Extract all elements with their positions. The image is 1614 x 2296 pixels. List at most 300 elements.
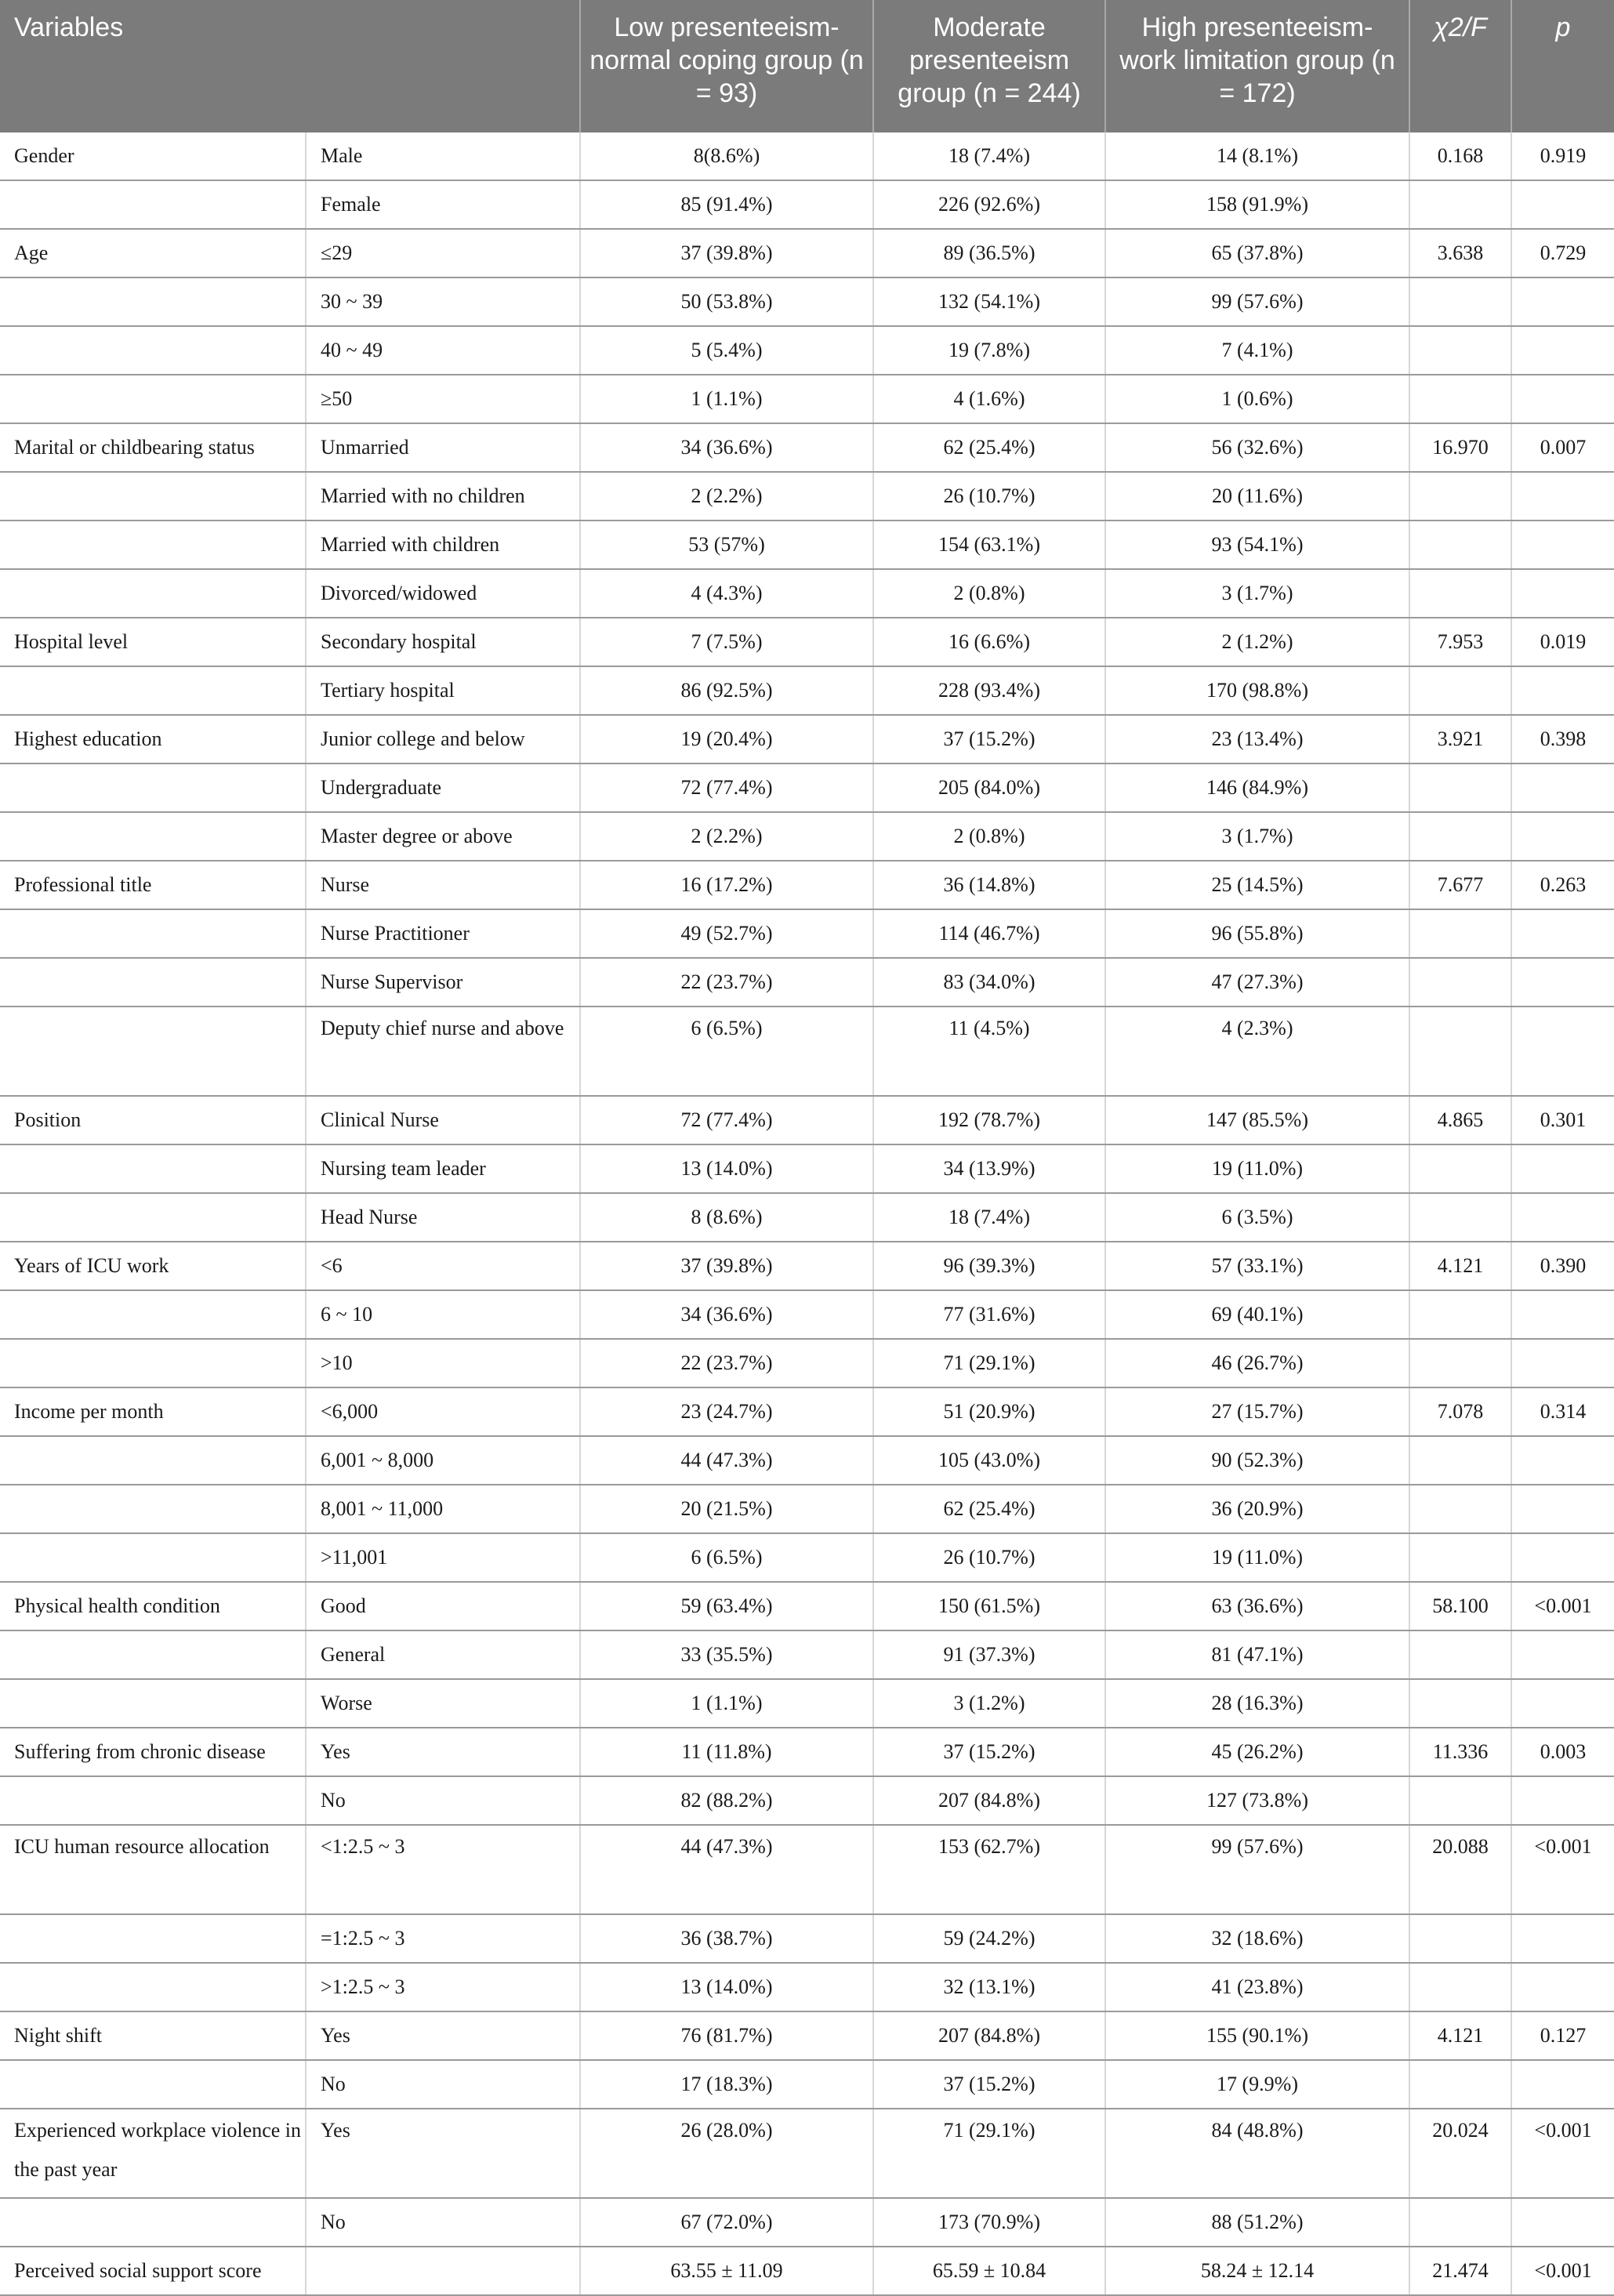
variable-cell — [0, 472, 306, 520]
header-variables: Variables — [0, 0, 580, 132]
table-row — [0, 2060, 1614, 2109]
table-row — [0, 1963, 1614, 2011]
p-value-cell — [1511, 2060, 1614, 2109]
variable-cell — [0, 1485, 306, 1533]
low-group-cell: 72 (77.4%) — [580, 764, 873, 812]
category-cell — [306, 2247, 580, 2295]
high-group-cell: 57 (33.1%) — [1105, 1242, 1409, 1290]
chi-square-cell — [1409, 1193, 1511, 1242]
variable-cell — [0, 764, 306, 812]
table-row — [0, 1193, 1614, 1242]
high-group-cell: 6 (3.5%) — [1105, 1193, 1409, 1242]
variable-cell: Position — [0, 1096, 306, 1144]
table-row — [0, 520, 1614, 569]
moderate-group-cell: 105 (43.0%) — [873, 1436, 1105, 1485]
category-cell: <6,000 — [306, 1387, 580, 1436]
low-group-cell: 11 (11.8%) — [580, 1728, 873, 1776]
variable-cell: Highest education — [0, 715, 306, 764]
moderate-group-cell: 34 (13.9%) — [873, 1144, 1105, 1193]
chi-square-cell: 7.078 — [1409, 1387, 1511, 1436]
variable-cell — [0, 1914, 306, 1963]
p-value-cell — [1511, 812, 1614, 861]
table-row — [0, 277, 1614, 326]
table-row — [0, 1436, 1614, 1485]
variable-cell — [0, 1963, 306, 2011]
table-row — [0, 229, 1614, 277]
low-group-cell: 22 (23.7%) — [580, 958, 873, 1007]
high-group-cell: 17 (9.9%) — [1105, 2060, 1409, 2109]
high-group-cell: 2 (1.2%) — [1105, 618, 1409, 666]
moderate-group-cell: 207 (84.8%) — [873, 1776, 1105, 1825]
p-value-cell — [1511, 1914, 1614, 1963]
moderate-group-cell: 2 (0.8%) — [873, 569, 1105, 618]
high-group-cell: 47 (27.3%) — [1105, 958, 1409, 1007]
low-group-cell: 6 (6.5%) — [580, 1533, 873, 1582]
low-group-cell: 50 (53.8%) — [580, 277, 873, 326]
table-row — [0, 1339, 1614, 1387]
category-cell: Secondary hospital — [306, 618, 580, 666]
high-group-cell: 146 (84.9%) — [1105, 764, 1409, 812]
low-group-cell: 1 (1.1%) — [580, 1679, 873, 1728]
table-row — [0, 812, 1614, 861]
table-row — [0, 180, 1614, 229]
high-group-cell: 41 (23.8%) — [1105, 1963, 1409, 2011]
category-cell: ≤29 — [306, 229, 580, 277]
low-group-cell: 72 (77.4%) — [580, 1096, 873, 1144]
moderate-group-cell: 26 (10.7%) — [873, 472, 1105, 520]
chi-square-cell — [1409, 812, 1511, 861]
moderate-group-cell: 4 (1.6%) — [873, 375, 1105, 423]
table-row — [0, 1144, 1614, 1193]
low-group-cell: 1 (1.1%) — [580, 375, 873, 423]
table-row — [0, 715, 1614, 764]
chi-square-cell: 4.121 — [1409, 2011, 1511, 2060]
moderate-group-cell: 83 (34.0%) — [873, 958, 1105, 1007]
low-group-cell: 34 (36.6%) — [580, 1290, 873, 1339]
category-cell: Head Nurse — [306, 1193, 580, 1242]
p-value-cell — [1511, 666, 1614, 715]
table-row — [0, 1007, 1614, 1096]
moderate-group-cell: 205 (84.0%) — [873, 764, 1105, 812]
variable-cell: Night shift — [0, 2011, 306, 2060]
low-group-cell: 8(8.6%) — [580, 132, 873, 180]
category-cell: >1:2.5 ~ 3 — [306, 1963, 580, 2011]
moderate-group-cell: 96 (39.3%) — [873, 1242, 1105, 1290]
p-value-cell — [1511, 1339, 1614, 1387]
chi-square-cell: 16.970 — [1409, 423, 1511, 472]
p-value-cell — [1511, 180, 1614, 229]
variable-cell — [0, 277, 306, 326]
chi-square-cell — [1409, 1963, 1511, 2011]
moderate-group-cell: 150 (61.5%) — [873, 1582, 1105, 1630]
p-value-cell: 0.390 — [1511, 1242, 1614, 1290]
table-row — [0, 1630, 1614, 1679]
variable-cell — [0, 1630, 306, 1679]
table-row — [0, 1387, 1614, 1436]
p-value-cell — [1511, 1963, 1614, 2011]
category-cell: Junior college and below — [306, 715, 580, 764]
high-group-cell: 96 (55.8%) — [1105, 909, 1409, 958]
variable-cell — [0, 1533, 306, 1582]
variable-cell: Marital or childbearing status — [0, 423, 306, 472]
p-value-cell — [1511, 1533, 1614, 1582]
chi-square-cell — [1409, 764, 1511, 812]
chi-square-cell: 7.677 — [1409, 861, 1511, 909]
table-row — [0, 423, 1614, 472]
category-cell: No — [306, 2060, 580, 2109]
moderate-group-cell: 62 (25.4%) — [873, 1485, 1105, 1533]
moderate-group-cell: 62 (25.4%) — [873, 423, 1105, 472]
low-group-cell: 16 (17.2%) — [580, 861, 873, 909]
high-group-cell: 65 (37.8%) — [1105, 229, 1409, 277]
category-cell: Yes — [306, 1728, 580, 1776]
variable-cell — [0, 1436, 306, 1485]
high-group-cell: 99 (57.6%) — [1105, 277, 1409, 326]
table-row — [0, 2109, 1614, 2198]
category-cell: Deputy chief nurse and above — [306, 1007, 580, 1096]
low-group-cell: 34 (36.6%) — [580, 423, 873, 472]
table-row — [0, 618, 1614, 666]
table-row — [0, 472, 1614, 520]
p-value-cell: <0.001 — [1511, 2109, 1614, 2198]
high-group-cell: 28 (16.3%) — [1105, 1679, 1409, 1728]
high-group-cell: 63 (36.6%) — [1105, 1582, 1409, 1630]
category-cell: Nursing team leader — [306, 1144, 580, 1193]
low-group-cell: 7 (7.5%) — [580, 618, 873, 666]
p-value-cell — [1511, 520, 1614, 569]
p-value-cell: 0.919 — [1511, 132, 1614, 180]
variable-cell: Suffering from chronic disease — [0, 1728, 306, 1776]
low-group-cell: 4 (4.3%) — [580, 569, 873, 618]
moderate-group-cell: 3 (1.2%) — [873, 1679, 1105, 1728]
moderate-group-cell: 65.59 ± 10.84 — [873, 2247, 1105, 2295]
moderate-group-cell: 71 (29.1%) — [873, 2109, 1105, 2198]
moderate-group-cell: 26 (10.7%) — [873, 1533, 1105, 1582]
p-value-cell — [1511, 326, 1614, 375]
chi-square-cell — [1409, 1436, 1511, 1485]
chi-square-cell: 20.088 — [1409, 1825, 1511, 1914]
high-group-cell: 32 (18.6%) — [1105, 1914, 1409, 1963]
p-value-cell: <0.001 — [1511, 1582, 1614, 1630]
chi-square-cell — [1409, 326, 1511, 375]
high-group-cell: 3 (1.7%) — [1105, 812, 1409, 861]
variable-cell: Years of ICU work — [0, 1242, 306, 1290]
chi-square-cell: 4.121 — [1409, 1242, 1511, 1290]
high-group-cell: 81 (47.1%) — [1105, 1630, 1409, 1679]
table-row — [0, 1242, 1614, 1290]
category-cell: Divorced/widowed — [306, 569, 580, 618]
header-chi-square: χ2/F — [1409, 0, 1511, 132]
p-value-cell: 0.127 — [1511, 2011, 1614, 2060]
high-group-cell: 69 (40.1%) — [1105, 1290, 1409, 1339]
variable-cell — [0, 2198, 306, 2247]
p-value-cell — [1511, 764, 1614, 812]
moderate-group-cell: 37 (15.2%) — [873, 2060, 1105, 2109]
table-row — [0, 861, 1614, 909]
p-value-cell: 0.019 — [1511, 618, 1614, 666]
table-row — [0, 1914, 1614, 1963]
moderate-group-cell: 51 (20.9%) — [873, 1387, 1105, 1436]
moderate-group-cell: 89 (36.5%) — [873, 229, 1105, 277]
low-group-cell: 13 (14.0%) — [580, 1963, 873, 2011]
low-group-cell: 2 (2.2%) — [580, 812, 873, 861]
low-group-cell: 36 (38.7%) — [580, 1914, 873, 1963]
variable-cell: Gender — [0, 132, 306, 180]
category-cell: 30 ~ 39 — [306, 277, 580, 326]
moderate-group-cell: 11 (4.5%) — [873, 1007, 1105, 1096]
moderate-group-cell: 59 (24.2%) — [873, 1914, 1105, 1963]
high-group-cell: 20 (11.6%) — [1105, 472, 1409, 520]
high-group-cell: 170 (98.8%) — [1105, 666, 1409, 715]
moderate-group-cell: 228 (93.4%) — [873, 666, 1105, 715]
high-group-cell: 147 (85.5%) — [1105, 1096, 1409, 1144]
moderate-group-cell: 36 (14.8%) — [873, 861, 1105, 909]
category-cell: 40 ~ 49 — [306, 326, 580, 375]
variable-cell: Professional title — [0, 861, 306, 909]
low-group-cell: 49 (52.7%) — [580, 909, 873, 958]
p-value-cell — [1511, 1436, 1614, 1485]
high-group-cell: 99 (57.6%) — [1105, 1825, 1409, 1914]
low-group-cell: 33 (35.5%) — [580, 1630, 873, 1679]
high-group-cell: 155 (90.1%) — [1105, 2011, 1409, 2060]
chi-square-cell — [1409, 180, 1511, 229]
high-group-cell: 23 (13.4%) — [1105, 715, 1409, 764]
variable-cell — [0, 666, 306, 715]
variable-cell — [0, 958, 306, 1007]
chi-square-cell: 0.168 — [1409, 132, 1511, 180]
high-group-cell: 56 (32.6%) — [1105, 423, 1409, 472]
moderate-group-cell: 71 (29.1%) — [873, 1339, 1105, 1387]
variable-cell: Physical health condition — [0, 1582, 306, 1630]
low-group-cell: 22 (23.7%) — [580, 1339, 873, 1387]
variable-cell — [0, 2060, 306, 2109]
moderate-group-cell: 114 (46.7%) — [873, 909, 1105, 958]
low-group-cell: 6 (6.5%) — [580, 1007, 873, 1096]
table-row — [0, 958, 1614, 1007]
moderate-group-cell: 226 (92.6%) — [873, 180, 1105, 229]
p-value-cell — [1511, 569, 1614, 618]
table-row — [0, 569, 1614, 618]
high-group-cell: 158 (91.9%) — [1105, 180, 1409, 229]
p-value-cell — [1511, 1776, 1614, 1825]
low-group-cell: 67 (72.0%) — [580, 2198, 873, 2247]
low-group-cell: 37 (39.8%) — [580, 229, 873, 277]
variable-cell: Perceived social support score — [0, 2247, 306, 2295]
high-group-cell: 4 (2.3%) — [1105, 1007, 1409, 1096]
variable-cell — [0, 375, 306, 423]
chi-square-cell — [1409, 1533, 1511, 1582]
category-cell: Clinical Nurse — [306, 1096, 580, 1144]
p-value-cell — [1511, 1290, 1614, 1339]
category-cell: No — [306, 1776, 580, 1825]
header-high-group: High presenteeism-work limitation group (n = 172) — [1105, 0, 1409, 132]
variable-cell — [0, 1007, 306, 1096]
category-cell: Worse — [306, 1679, 580, 1728]
variable-cell — [0, 1679, 306, 1728]
low-group-cell: 76 (81.7%) — [580, 2011, 873, 2060]
category-cell: Good — [306, 1582, 580, 1630]
low-group-cell: 17 (18.3%) — [580, 2060, 873, 2109]
table-row — [0, 132, 1614, 180]
category-cell: Undergraduate — [306, 764, 580, 812]
category-cell: Married with children — [306, 520, 580, 569]
high-group-cell: 19 (11.0%) — [1105, 1144, 1409, 1193]
high-group-cell: 7 (4.1%) — [1105, 326, 1409, 375]
category-cell: Married with no children — [306, 472, 580, 520]
category-cell: Unmarried — [306, 423, 580, 472]
category-cell: >10 — [306, 1339, 580, 1387]
variable-cell — [0, 1193, 306, 1242]
high-group-cell: 93 (54.1%) — [1105, 520, 1409, 569]
variable-cell: Experienced workplace violence in the past year — [0, 2109, 306, 2198]
header-p-value: p — [1511, 0, 1614, 132]
chi-square-cell — [1409, 1679, 1511, 1728]
category-cell: 8,001 ~ 11,000 — [306, 1485, 580, 1533]
moderate-group-cell: 154 (63.1%) — [873, 520, 1105, 569]
moderate-group-cell: 153 (62.7%) — [873, 1825, 1105, 1914]
variable-cell: Age — [0, 229, 306, 277]
table-row — [0, 1679, 1614, 1728]
low-group-cell: 53 (57%) — [580, 520, 873, 569]
low-group-cell: 23 (24.7%) — [580, 1387, 873, 1436]
p-value-cell — [1511, 277, 1614, 326]
chi-square-cell — [1409, 520, 1511, 569]
p-value-cell: 0.007 — [1511, 423, 1614, 472]
chi-square-cell — [1409, 1776, 1511, 1825]
table-row — [0, 1096, 1614, 1144]
chi-square-cell — [1409, 1144, 1511, 1193]
low-group-cell: 2 (2.2%) — [580, 472, 873, 520]
low-group-cell: 37 (39.8%) — [580, 1242, 873, 1290]
variable-cell — [0, 812, 306, 861]
category-cell: No — [306, 2198, 580, 2247]
high-group-cell: 127 (73.8%) — [1105, 1776, 1409, 1825]
table-row — [0, 1776, 1614, 1825]
variable-cell — [0, 1144, 306, 1193]
chi-square-cell — [1409, 1290, 1511, 1339]
high-group-cell: 45 (26.2%) — [1105, 1728, 1409, 1776]
category-cell: Nurse — [306, 861, 580, 909]
chi-square-cell — [1409, 472, 1511, 520]
moderate-group-cell: 16 (6.6%) — [873, 618, 1105, 666]
high-group-cell: 19 (11.0%) — [1105, 1533, 1409, 1582]
p-value-cell: 0.003 — [1511, 1728, 1614, 1776]
low-group-cell: 44 (47.3%) — [580, 1436, 873, 1485]
p-value-cell — [1511, 1630, 1614, 1679]
p-value-cell — [1511, 1144, 1614, 1193]
chi-square-cell: 11.336 — [1409, 1728, 1511, 1776]
table-row — [0, 1290, 1614, 1339]
moderate-group-cell: 132 (54.1%) — [873, 277, 1105, 326]
chi-square-cell — [1409, 909, 1511, 958]
category-cell: Male — [306, 132, 580, 180]
variable-cell: Hospital level — [0, 618, 306, 666]
category-cell: Female — [306, 180, 580, 229]
low-group-cell: 8 (8.6%) — [580, 1193, 873, 1242]
category-cell: Yes — [306, 2109, 580, 2198]
low-group-cell: 26 (28.0%) — [580, 2109, 873, 2198]
chi-square-cell — [1409, 1485, 1511, 1533]
moderate-group-cell: 18 (7.4%) — [873, 1193, 1105, 1242]
moderate-group-cell: 173 (70.9%) — [873, 2198, 1105, 2247]
chi-square-cell — [1409, 375, 1511, 423]
chi-square-cell: 21.474 — [1409, 2247, 1511, 2295]
high-group-cell: 27 (15.7%) — [1105, 1387, 1409, 1436]
chi-square-cell — [1409, 277, 1511, 326]
chi-square-cell — [1409, 1630, 1511, 1679]
low-group-cell: 63.55 ± 11.09 — [580, 2247, 873, 2295]
low-group-cell: 86 (92.5%) — [580, 666, 873, 715]
table-row — [0, 1485, 1614, 1533]
category-cell: =1:2.5 ~ 3 — [306, 1914, 580, 1963]
category-cell: Nurse Supervisor — [306, 958, 580, 1007]
variable-cell — [0, 569, 306, 618]
variable-cell: ICU human resource allocation — [0, 1825, 306, 1914]
table-row — [0, 2198, 1614, 2247]
p-value-cell — [1511, 1485, 1614, 1533]
p-value-cell — [1511, 1007, 1614, 1096]
p-value-cell — [1511, 1193, 1614, 1242]
header-low-group: Low presenteeism-normal coping group (n = 93) — [580, 0, 873, 132]
table-row — [0, 1825, 1614, 1914]
chi-square-cell: 4.865 — [1409, 1096, 1511, 1144]
high-group-cell: 58.24 ± 12.14 — [1105, 2247, 1409, 2295]
table-row — [0, 909, 1614, 958]
category-cell: General — [306, 1630, 580, 1679]
chi-square-cell: 20.024 — [1409, 2109, 1511, 2198]
variable-cell — [0, 326, 306, 375]
category-cell: Master degree or above — [306, 812, 580, 861]
table-row — [0, 1728, 1614, 1776]
moderate-group-cell: 19 (7.8%) — [873, 326, 1105, 375]
category-cell: <6 — [306, 1242, 580, 1290]
p-value-cell — [1511, 2198, 1614, 2247]
table-row — [0, 2011, 1614, 2060]
p-value-cell: 0.729 — [1511, 229, 1614, 277]
high-group-cell: 1 (0.6%) — [1105, 375, 1409, 423]
header-row — [0, 0, 1614, 132]
category-cell: Nurse Practitioner — [306, 909, 580, 958]
chi-square-cell — [1409, 1007, 1511, 1096]
chi-square-cell — [1409, 2198, 1511, 2247]
high-group-cell: 90 (52.3%) — [1105, 1436, 1409, 1485]
moderate-group-cell: 18 (7.4%) — [873, 132, 1105, 180]
header-moderate-group: Moderate presenteeism group (n = 244) — [873, 0, 1105, 132]
p-value-cell — [1511, 909, 1614, 958]
category-cell: 6 ~ 10 — [306, 1290, 580, 1339]
moderate-group-cell: 77 (31.6%) — [873, 1290, 1105, 1339]
chi-square-cell: 58.100 — [1409, 1582, 1511, 1630]
p-value-cell: <0.001 — [1511, 2247, 1614, 2295]
moderate-group-cell: 37 (15.2%) — [873, 715, 1105, 764]
category-cell: 6,001 ~ 8,000 — [306, 1436, 580, 1485]
moderate-group-cell: 2 (0.8%) — [873, 812, 1105, 861]
table-row — [0, 666, 1614, 715]
chi-square-cell: 3.921 — [1409, 715, 1511, 764]
category-cell: >11,001 — [306, 1533, 580, 1582]
high-group-cell: 25 (14.5%) — [1105, 861, 1409, 909]
p-value-cell — [1511, 375, 1614, 423]
p-value-cell: <0.001 — [1511, 1825, 1614, 1914]
table-row — [0, 375, 1614, 423]
low-group-cell: 85 (91.4%) — [580, 180, 873, 229]
low-group-cell: 82 (88.2%) — [580, 1776, 873, 1825]
low-group-cell: 44 (47.3%) — [580, 1825, 873, 1914]
moderate-group-cell: 37 (15.2%) — [873, 1728, 1105, 1776]
chi-square-cell — [1409, 958, 1511, 1007]
chi-square-cell — [1409, 1339, 1511, 1387]
moderate-group-cell: 91 (37.3%) — [873, 1630, 1105, 1679]
